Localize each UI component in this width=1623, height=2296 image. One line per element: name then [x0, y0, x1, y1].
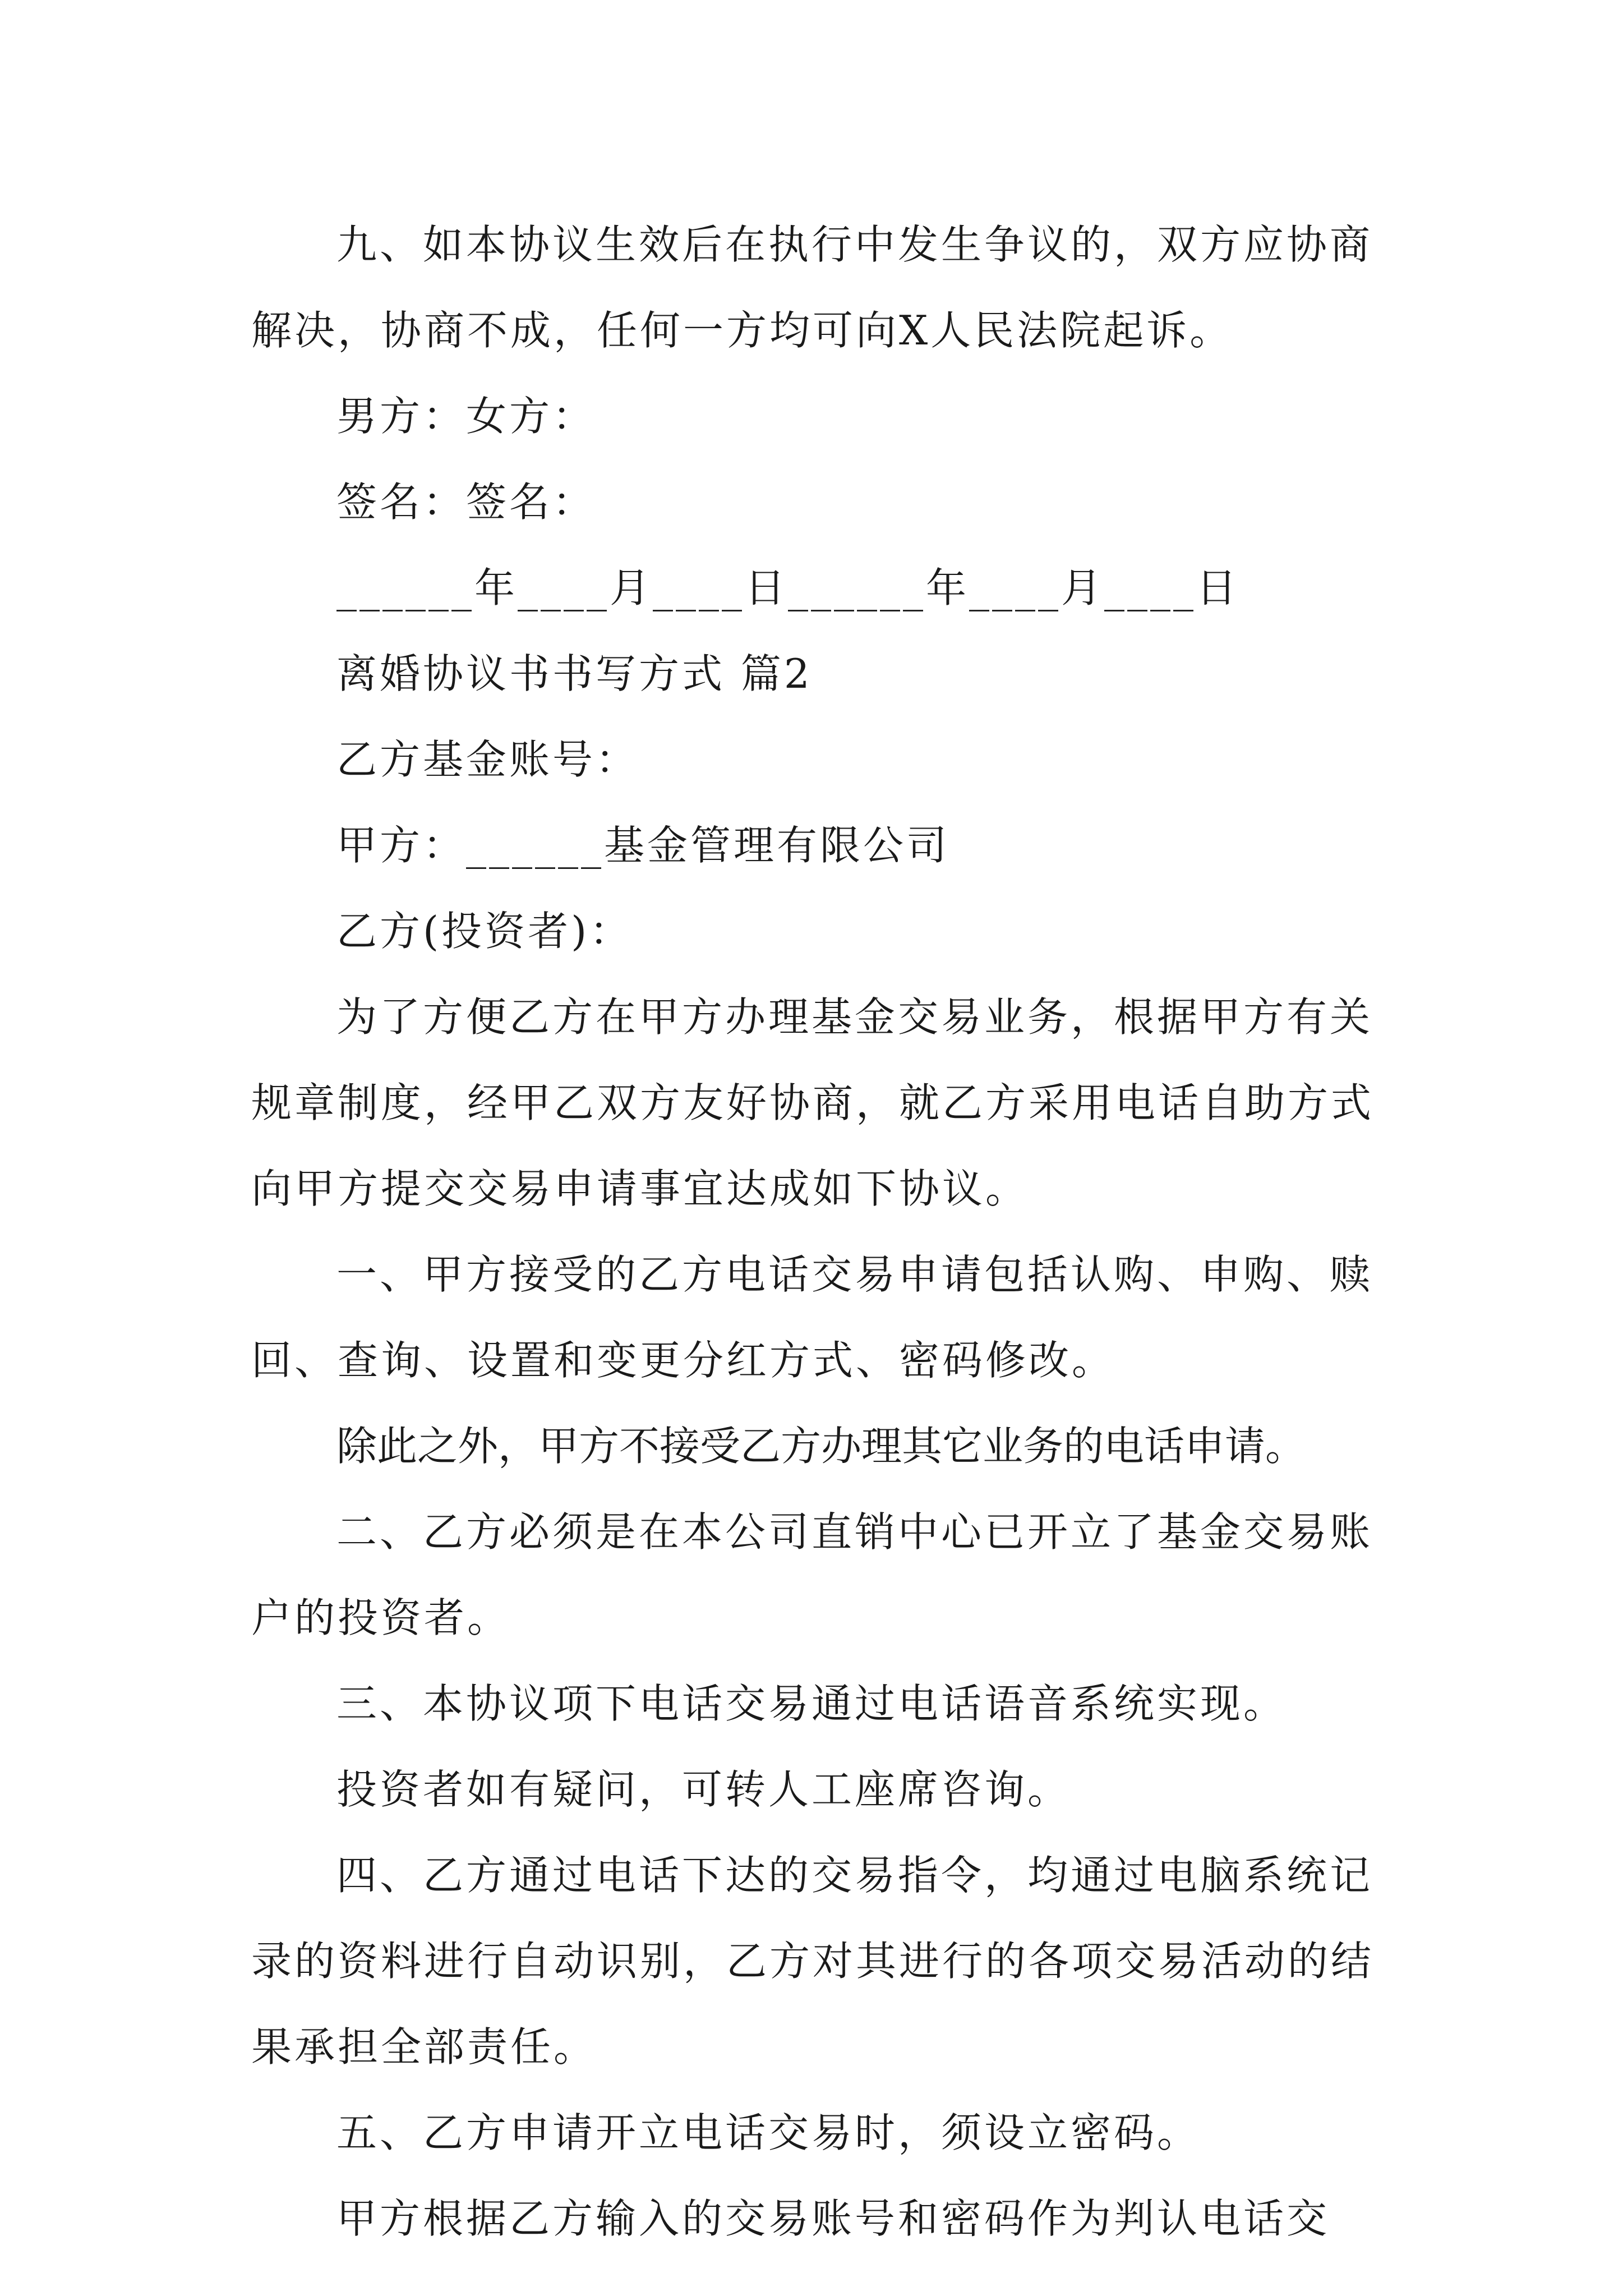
paragraph-dispute-clause: 九、如本协议生效后在执行中发生争议的，双方应协商解决，协商不成，任何一方均可向X人民法院起诉。 — [251, 221, 1373, 354]
paragraph-clause-3: 三、本协议项下电话交易通过电话语音系统实现。 — [336, 1680, 1287, 1727]
paragraph-clause-1-note: 除此之外，甲方不接受乙方办理其它业务的电话申请。 — [336, 1423, 1306, 1470]
paragraph-clause-1: 一、甲方接受的乙方电话交易申请包括认购、申购、赎回、查询、设置和变更分红方式、密码修改。 — [251, 1251, 1373, 1384]
paragraph-date-line: ______年____月____日______年____月____日 — [336, 564, 1240, 611]
section-heading: 离婚协议书书写方式 篇2 — [336, 650, 813, 697]
document-body — [251, 202, 1401, 2262]
paragraph-signature-labels: 签名：签名： — [336, 478, 596, 526]
paragraph-fund-account: 乙方基金账号： — [336, 736, 639, 783]
paragraph-clause-4: 四、乙方通过电话下达的交易指令，均通过电脑系统记录的资料进行自动识别，乙方对其进行的各项交易活动的结果承担全部责任。 — [251, 1852, 1375, 2070]
paragraph-party-labels: 男方：女方： — [336, 393, 596, 440]
paragraph-clause-5-note: 甲方根据乙方输入的交易账号和密码作为判认电话交 — [336, 2195, 1330, 2242]
paragraph-party-a: 甲方：______基金管理有限公司 — [336, 822, 950, 869]
paragraph-party-b: 乙方(投资者)： — [336, 908, 633, 955]
paragraph-clause-2: 二、乙方必须是在本公司直销中心已开立了基金交易账户的投资者。 — [251, 1508, 1373, 1641]
paragraph-preamble: 为了方便乙方在甲方办理基金交易业务，根据甲方有关规章制度，经甲乙双方友好协商，就乙方采用电话自助方式向甲方提交交易申请事宜达成如下协议。 — [251, 993, 1375, 1212]
paragraph-clause-3-note: 投资者如有疑问，可转人工座席咨询。 — [336, 1766, 1071, 1813]
paragraph-clause-5: 五、乙方申请开立电话交易时，须设立密码。 — [336, 2109, 1201, 2156]
